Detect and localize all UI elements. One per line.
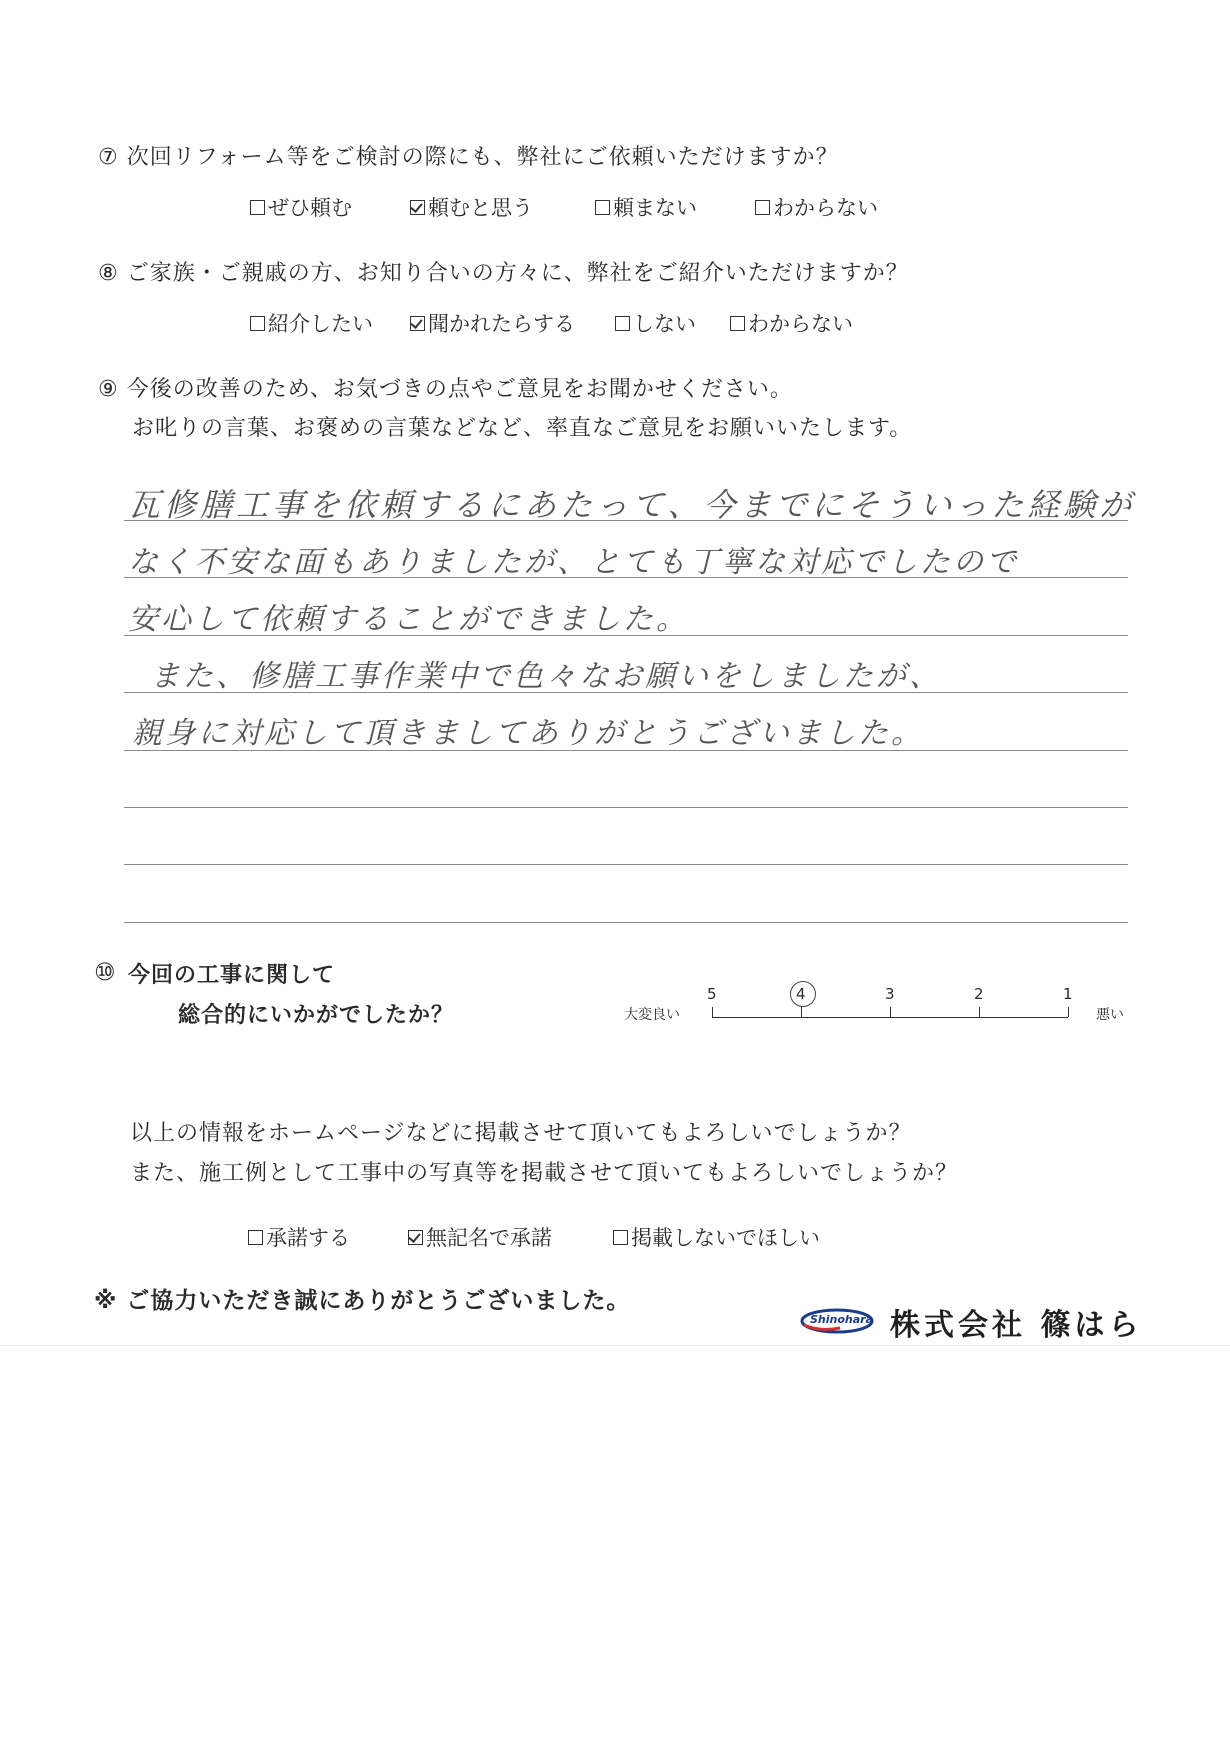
- answer-rule: [124, 864, 1128, 865]
- answer-rule: [124, 922, 1128, 923]
- checkbox-checked[interactable]: [410, 316, 425, 331]
- q8-option-4[interactable]: [730, 308, 853, 338]
- consent-line2: また、施工例として工事中の写真等を掲載させて頂いてもよろしいでしょうか？: [130, 1161, 959, 1186]
- scale-number-3[interactable]: 3: [885, 985, 895, 1003]
- q10-line2: 総合的にいかがでしたか？: [178, 1003, 455, 1028]
- rating-scale: [704, 985, 1076, 1025]
- option-label: 無記名で承諾: [426, 1226, 552, 1250]
- handwritten-answer-line: なく不安な面もありましたが、とても丁寧な対応でしたので: [128, 545, 1019, 580]
- logo-text: Shinohara: [810, 1313, 874, 1326]
- consent-option-2[interactable]: [408, 1222, 613, 1252]
- handwritten-answer-line: 安心して依頼することができました。: [128, 602, 689, 637]
- q7-option-1[interactable]: [250, 192, 410, 222]
- q10-number: ⑩: [94, 958, 117, 986]
- consent-line1: 以上の情報をホームページなどに掲載させて頂いてもよろしいでしょうか？: [130, 1121, 912, 1146]
- q10-line1: 今回の工事に関して: [128, 963, 336, 988]
- scale-left-label: 大変良い: [624, 1007, 680, 1023]
- checkbox[interactable]: [730, 316, 745, 331]
- option-label: 承諾する: [266, 1226, 350, 1250]
- consent-option-3[interactable]: [613, 1222, 820, 1252]
- scale-tick: [890, 1007, 891, 1017]
- scale-number-4[interactable]: 4: [796, 985, 806, 1003]
- q9-question-line1: ⑨ 今後の改善のため、お気づきの点やご意見をお聞かせください。: [98, 377, 793, 402]
- option-label: わからない: [773, 196, 878, 220]
- option-label: 掲載しないでほしい: [631, 1226, 820, 1250]
- q7-option-4[interactable]: [755, 192, 878, 222]
- handwritten-answer-line: 瓦修膳工事を依頼するにあたって、今までにそういった経験が: [128, 486, 1136, 524]
- option-label: 頼まない: [613, 196, 697, 220]
- q7-option-3[interactable]: [595, 192, 755, 222]
- q7-question: ⑦ 次回リフォーム等をご検討の際にも、弊社にご依頼いただけますか？: [98, 145, 839, 170]
- handwritten-answer-line: また、修膳工事作業中で色々なお願いをしましたが、: [150, 659, 942, 694]
- q8-option-1[interactable]: [250, 308, 410, 338]
- scale-number-1[interactable]: 1: [1063, 985, 1073, 1003]
- q8-question: ⑧ ご家族・ご親戚の方、お知り合いの方々に、弊社をご紹介いただけますか？: [98, 261, 909, 286]
- q8-option-3[interactable]: [615, 308, 730, 338]
- company-logo: [800, 1308, 874, 1334]
- q9-question-line2: お叱りの言葉、お褒めの言葉などなど、率直なご意見をお願いいたします。: [132, 416, 913, 441]
- scale-number-5[interactable]: 5: [707, 985, 717, 1003]
- checkbox[interactable]: [755, 200, 770, 215]
- option-label: 紹介したい: [268, 312, 373, 336]
- checkbox[interactable]: [595, 200, 610, 215]
- q7-option-2[interactable]: [410, 192, 595, 222]
- thanks-message: ※ ご協力いただき誠にありがとうございました。: [94, 1288, 631, 1314]
- option-label: 頼むと思う: [428, 196, 533, 220]
- scale-tick: [801, 1007, 802, 1017]
- scale-right-label: 悪い: [1096, 1007, 1124, 1023]
- company-name: 株式会社 篠はら: [890, 1308, 1143, 1343]
- q8-option-2[interactable]: [410, 308, 615, 338]
- option-label: しない: [633, 312, 696, 336]
- option-label: 聞かれたらする: [428, 312, 575, 336]
- handwritten-answer-line: 親身に対応して頂きましてありがとうございました。: [132, 716, 924, 751]
- option-label: ぜひ頼む: [268, 196, 352, 220]
- checkbox-checked[interactable]: [410, 200, 425, 215]
- consent-option-1[interactable]: [248, 1222, 408, 1252]
- scale-number-2[interactable]: 2: [974, 985, 984, 1003]
- scale-tick: [979, 1007, 980, 1017]
- page-divider: [0, 1345, 1230, 1346]
- selected-rating-circle: [790, 981, 816, 1007]
- checkbox[interactable]: [615, 316, 630, 331]
- q7-options: [250, 192, 878, 222]
- scale-tick: [712, 1007, 713, 1017]
- checkbox[interactable]: [250, 200, 265, 215]
- option-label: わからない: [748, 312, 853, 336]
- q8-options: [250, 308, 853, 338]
- consent-options: [248, 1222, 820, 1252]
- checkbox[interactable]: [250, 316, 265, 331]
- scale-line: [712, 1017, 1068, 1018]
- answer-rule: [124, 807, 1128, 808]
- checkbox[interactable]: [248, 1230, 263, 1245]
- checkbox[interactable]: [613, 1230, 628, 1245]
- scale-tick: [1068, 1007, 1069, 1017]
- checkbox-checked[interactable]: [408, 1230, 423, 1245]
